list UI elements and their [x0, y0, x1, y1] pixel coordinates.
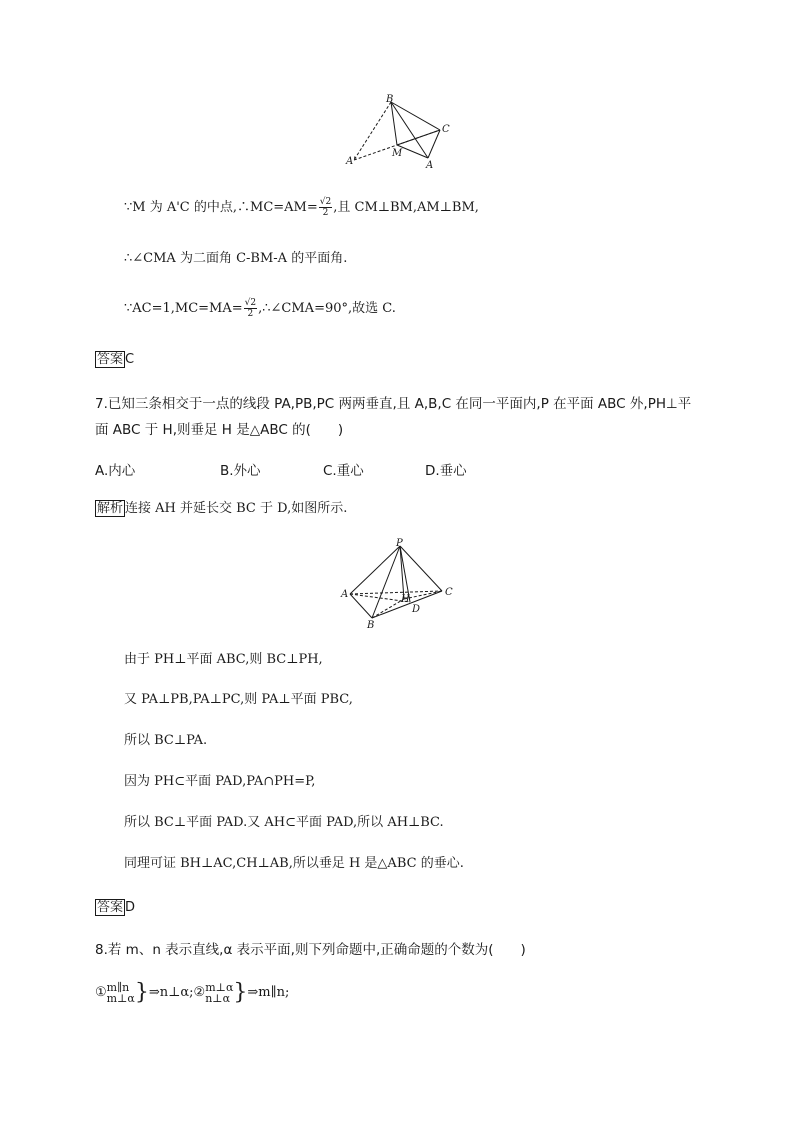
- tetrahedron-figure: [338, 536, 460, 630]
- item-2-conditions: m⊥α n⊥α: [205, 980, 234, 1005]
- label-A: A: [341, 589, 349, 600]
- answer-6: [95, 348, 134, 367]
- question-7-line-2: 面 ABC 于 H,则垂足 H 是△ABC 的( ): [95, 422, 344, 438]
- folded-triangle-figure: [340, 94, 458, 170]
- question-7-line-1: 7.已知三条相交于一点的线段 PA,PB,PC 两两垂直,且 A,B,C 在同一平面内,P 在平面 ABC 外,PH⊥平: [95, 396, 692, 412]
- answer-tag: 答案: [97, 900, 124, 915]
- label-M: M: [392, 148, 403, 159]
- fraction: $\frac{√2}{2}$: [319, 197, 332, 218]
- option-c: C.重心: [323, 463, 364, 479]
- brace-icon: }: [134, 980, 149, 1005]
- solution-line-2: ∴∠CMA 为二面角 C-BM-A 的平面角.: [124, 251, 348, 266]
- fraction: $\frac{√2}{2}$: [244, 298, 257, 319]
- label-D: D: [412, 604, 421, 615]
- question-8-stem: 8.若 m、n 表示直线,α 表示平面,则下列命题中,正确命题的个数为( ): [95, 942, 526, 958]
- item-2-number: ②: [193, 985, 206, 1000]
- analysis-step-2: 又 PA⊥PB,PA⊥PC,则 PA⊥平面 PBC,: [124, 692, 353, 707]
- answer-tag: 答案: [97, 352, 124, 367]
- analysis-step-1: 由于 PH⊥平面 ABC,则 BC⊥PH,: [124, 652, 323, 667]
- answer-value: C: [125, 352, 135, 367]
- label-A-prime: A': [346, 156, 356, 167]
- label-H: H: [401, 594, 410, 605]
- label-A: A: [426, 160, 434, 170]
- label-P: P: [396, 538, 403, 549]
- answer-value: D: [125, 900, 136, 915]
- item-1-number: ①: [95, 985, 107, 1000]
- question-8-items: ① m∥n m⊥α }⇒n⊥α;② m⊥α n⊥α }⇒m∥n;: [95, 980, 290, 1005]
- option-b: B.外心: [220, 463, 261, 479]
- analysis-tag: 解析: [97, 501, 124, 516]
- answer-7: [95, 896, 135, 915]
- analysis-step-6: 同理可证 BH⊥AC,CH⊥AB,所以垂足 H 是△ABC 的垂心.: [124, 856, 464, 871]
- label-C: C: [445, 587, 453, 598]
- solution-line-3: ∵AC=1,MC=MA= $\frac{√2}{2}$ ,∴∠CMA=90°,故选 C.: [124, 298, 396, 319]
- solution-line-1: ∵M 为 A'C 的中点,∴MC=AM= $\frac{√2}{2}$ ,且 CM⊥BM,AM⊥BM,: [124, 197, 479, 218]
- brace-icon: }: [233, 980, 248, 1005]
- label-B: B: [367, 620, 375, 630]
- analysis-intro: 解析 连接 AH 并延长交 BC 于 D,如图所示.: [97, 501, 348, 516]
- item-1-conditions: m∥n m⊥α: [106, 980, 135, 1005]
- option-d: D.垂心: [425, 463, 467, 479]
- analysis-step-5: 所以 BC⊥平面 PAD.又 AH⊂平面 PAD,所以 AH⊥BC.: [124, 815, 444, 830]
- label-B: B: [386, 94, 394, 105]
- analysis-step-3: 所以 BC⊥PA.: [124, 733, 208, 748]
- label-C: C: [442, 124, 450, 135]
- analysis-step-4: 因为 PH⊂平面 PAD,PA∩PH=P,: [124, 774, 316, 789]
- option-a: A.内心: [95, 463, 136, 479]
